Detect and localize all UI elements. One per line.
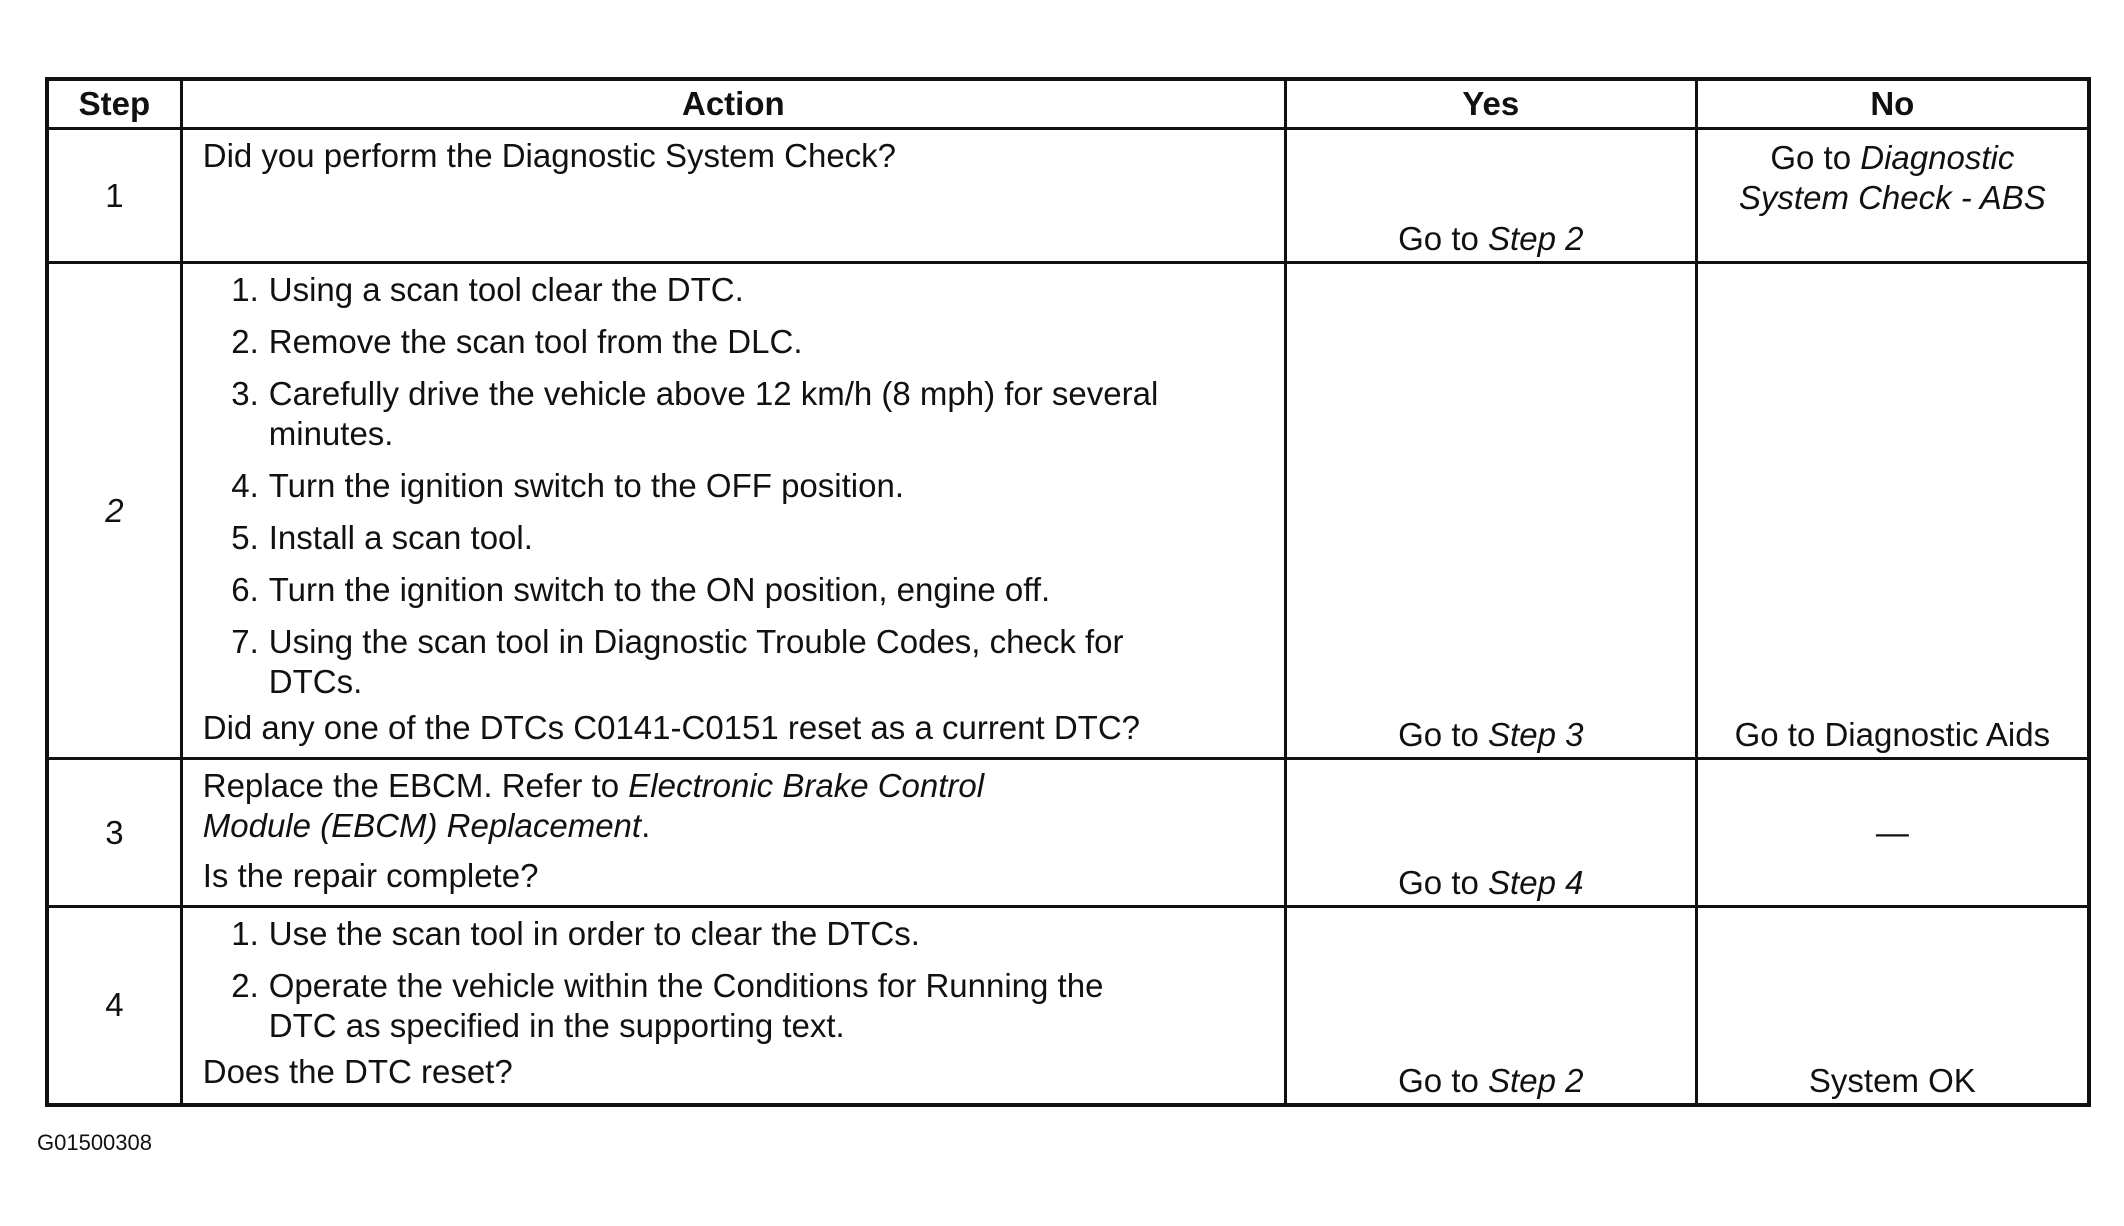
header-step: Step <box>47 79 181 129</box>
step-number: 2 <box>47 263 181 759</box>
step-number: 1 <box>47 129 181 263</box>
action-question: Is the repair complete? <box>202 857 539 894</box>
table-row <box>47 263 2089 759</box>
yes-prefix: Go to <box>1398 1061 1489 1099</box>
figure-id: G01500308 <box>37 1130 152 1155</box>
yes-step-ref: Step 2 <box>1488 220 1584 257</box>
no-ref-line1: Diagnostic <box>1860 139 2015 176</box>
no-ref-line2: System Check - ABS <box>1738 179 2046 216</box>
list-item: 7. Using the scan tool in Diagnostic Trouble Codes, check for DTCs. <box>231 623 1124 700</box>
table-row <box>47 907 2089 1105</box>
list-item: 2. Operate the vehicle within the Conditions for Running the DTC as specified in the supporting text. <box>231 967 1104 1044</box>
action-ref-line2: Module (EBCM) Replacement <box>202 807 642 844</box>
action-cell <box>181 263 1285 759</box>
action-question: Does the DTC reset? <box>202 1053 513 1090</box>
action-steps-list <box>203 914 1274 1046</box>
table-header-row <box>47 79 2089 129</box>
no-cell <box>1696 129 2089 263</box>
header-action: Action <box>181 79 1285 129</box>
list-item: 6. Turn the ignition switch to the ON position, engine off. <box>231 571 1051 608</box>
action-steps-list <box>203 270 1274 702</box>
list-item: 4. Turn the ignition switch to the OFF position. <box>231 467 904 504</box>
action-cell: Replace the EBCM. Refer to Electronic Brake Control Module (EBCM) Replacement. Is the repair complete? <box>181 759 1285 907</box>
list-item: 5. Install a scan tool. <box>231 519 533 556</box>
yes-cell <box>1285 759 1696 907</box>
yes-cell <box>1285 129 1696 263</box>
action-cell <box>181 907 1285 1105</box>
no-cell: Go to Diagnostic Aids <box>1696 263 2089 759</box>
action-question: Did you perform the Diagnostic System Check? <box>202 137 897 174</box>
action-text: Replace the EBCM. Refer to <box>202 767 629 804</box>
list-item: 3. Carefully drive the vehicle above 12 km/h (8 mph) for several minutes. <box>231 375 1159 452</box>
step-number: 3 <box>47 759 181 907</box>
action-ref-line1: Electronic Brake Control <box>628 767 985 804</box>
yes-step-ref: Step 3 <box>1488 716 1584 753</box>
yes-step-ref: Step 4 <box>1488 864 1584 901</box>
header-yes: Yes <box>1285 79 1696 129</box>
step-number: 4 <box>47 907 181 1105</box>
yes-cell <box>1285 907 1696 1105</box>
yes-prefix: Go to <box>1398 716 1489 753</box>
list-item: 1. Using a scan tool clear the DTC. <box>231 271 744 308</box>
header-no: No <box>1696 79 2089 129</box>
list-item: 2. Remove the scan tool from the DLC. <box>231 323 803 360</box>
no-cell: — <box>1696 759 2089 907</box>
list-item: 1. Use the scan tool in order to clear the DTCs. <box>231 915 920 952</box>
yes-prefix: Go to <box>1398 220 1489 257</box>
yes-prefix: Go to <box>1398 864 1489 901</box>
diagnostic-table <box>45 77 2091 1107</box>
no-cell: System OK <box>1696 907 2089 1105</box>
yes-cell <box>1285 263 1696 759</box>
yes-step-ref: Step 2 <box>1488 1061 1584 1099</box>
table-row <box>47 129 2089 263</box>
no-prefix: Go to <box>1770 139 1861 176</box>
table-row <box>47 759 2089 907</box>
action-question: Did any one of the DTCs C0141-C0151 reset as a current DTC? <box>202 709 1141 746</box>
action-cell <box>181 129 1285 263</box>
